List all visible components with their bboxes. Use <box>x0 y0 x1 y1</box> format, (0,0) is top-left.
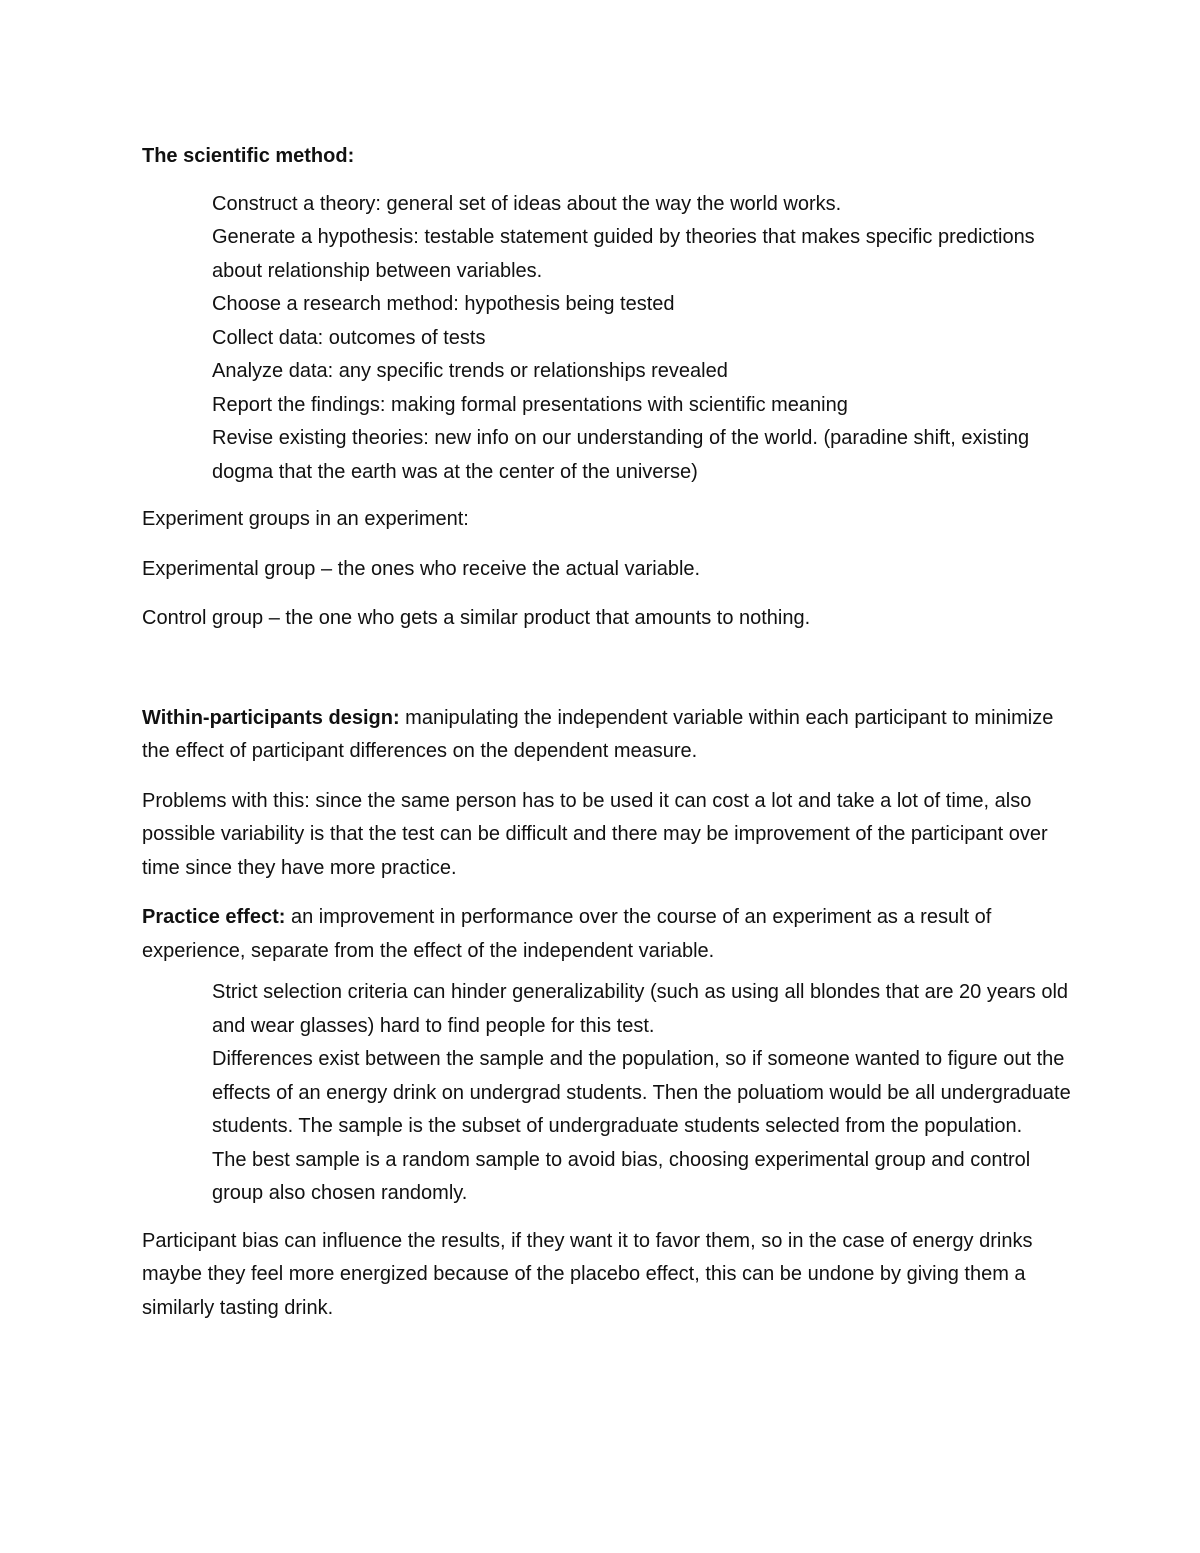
within-participants-definition: manipulating the independent variable within each participant to minimize the effect of participant differences on the dependent measure. <box>142 706 1054 762</box>
step-item: Choose a research method: hypothesis being tested <box>212 293 675 315</box>
practice-effect-points <box>212 976 1072 1211</box>
step-item: Analyze data: any specific trends or relationships revealed <box>212 360 728 382</box>
practice-effect-term: Practice effect: <box>142 906 286 928</box>
document-body <box>142 140 1072 1341</box>
scientific-method-steps <box>212 188 1072 490</box>
step-item: Collect data: outcomes of tests <box>212 326 486 349</box>
practice-point: Differences exist between the sample and the population, so if someone wanted to figure out the effects of an energy drink on undergrad students. Then the poluatiom would be all undergraduate students. The sample is the subset of undergraduate students selected from the population. <box>212 1048 1071 1137</box>
practice-point: The best sample is a random sample to avoid bias, choosing experimental group and control group also chosen randomly. <box>212 1148 1031 1204</box>
step-item: Revise existing theories: new info on our understanding of the world. (paradine shift, existing dogma that the earth was at the center of the universe) <box>212 427 1030 483</box>
step-item: Report the findings: making formal presentations with scientific meaning <box>212 393 848 416</box>
within-participants-term: Within-participants design: <box>142 706 400 729</box>
section-heading-scientific-method: The scientific method: <box>142 145 355 167</box>
experimental-group-text: Experimental group – the ones who receive the actual variable. <box>142 557 701 580</box>
step-item: Construct a theory: general set of ideas about the way the world works. <box>212 192 842 215</box>
step-item: Generate a hypothesis: testable statement guided by theories that makes specific predictions about relationship between variables. <box>212 226 1035 282</box>
practice-effect-definition: an improvement in performance over the course of an experiment as a result of experience, separate from the effect of the independent variable. <box>142 906 992 962</box>
participant-bias-paragraph: Participant bias can influence the results, if they want it to favor them, so in the case of energy drinks maybe they feel more energized because of the placebo effect, this can be undone by giving them a similarly tasting drink. <box>142 1229 1033 1319</box>
control-group-text: Control group – the one who gets a similar product that amounts to nothing. <box>142 607 811 629</box>
spacer <box>142 652 1072 702</box>
within-participants-paragraph <box>142 702 1072 769</box>
practice-effect-paragraph <box>142 901 1072 968</box>
practice-point: Strict selection criteria can hinder generalizability (such as using all blondes that are 20 years old and wear glasses) hard to find people for this test. <box>212 981 1069 1037</box>
groups-intro: Experiment groups in an experiment: <box>142 508 469 530</box>
problems-paragraph: Problems with this: since the same person has to be used it can cost a lot and take a lot of time, also possible variability is that the test can be difficult and there may be improvement of the participant over time since they have more practice. <box>142 789 1048 879</box>
